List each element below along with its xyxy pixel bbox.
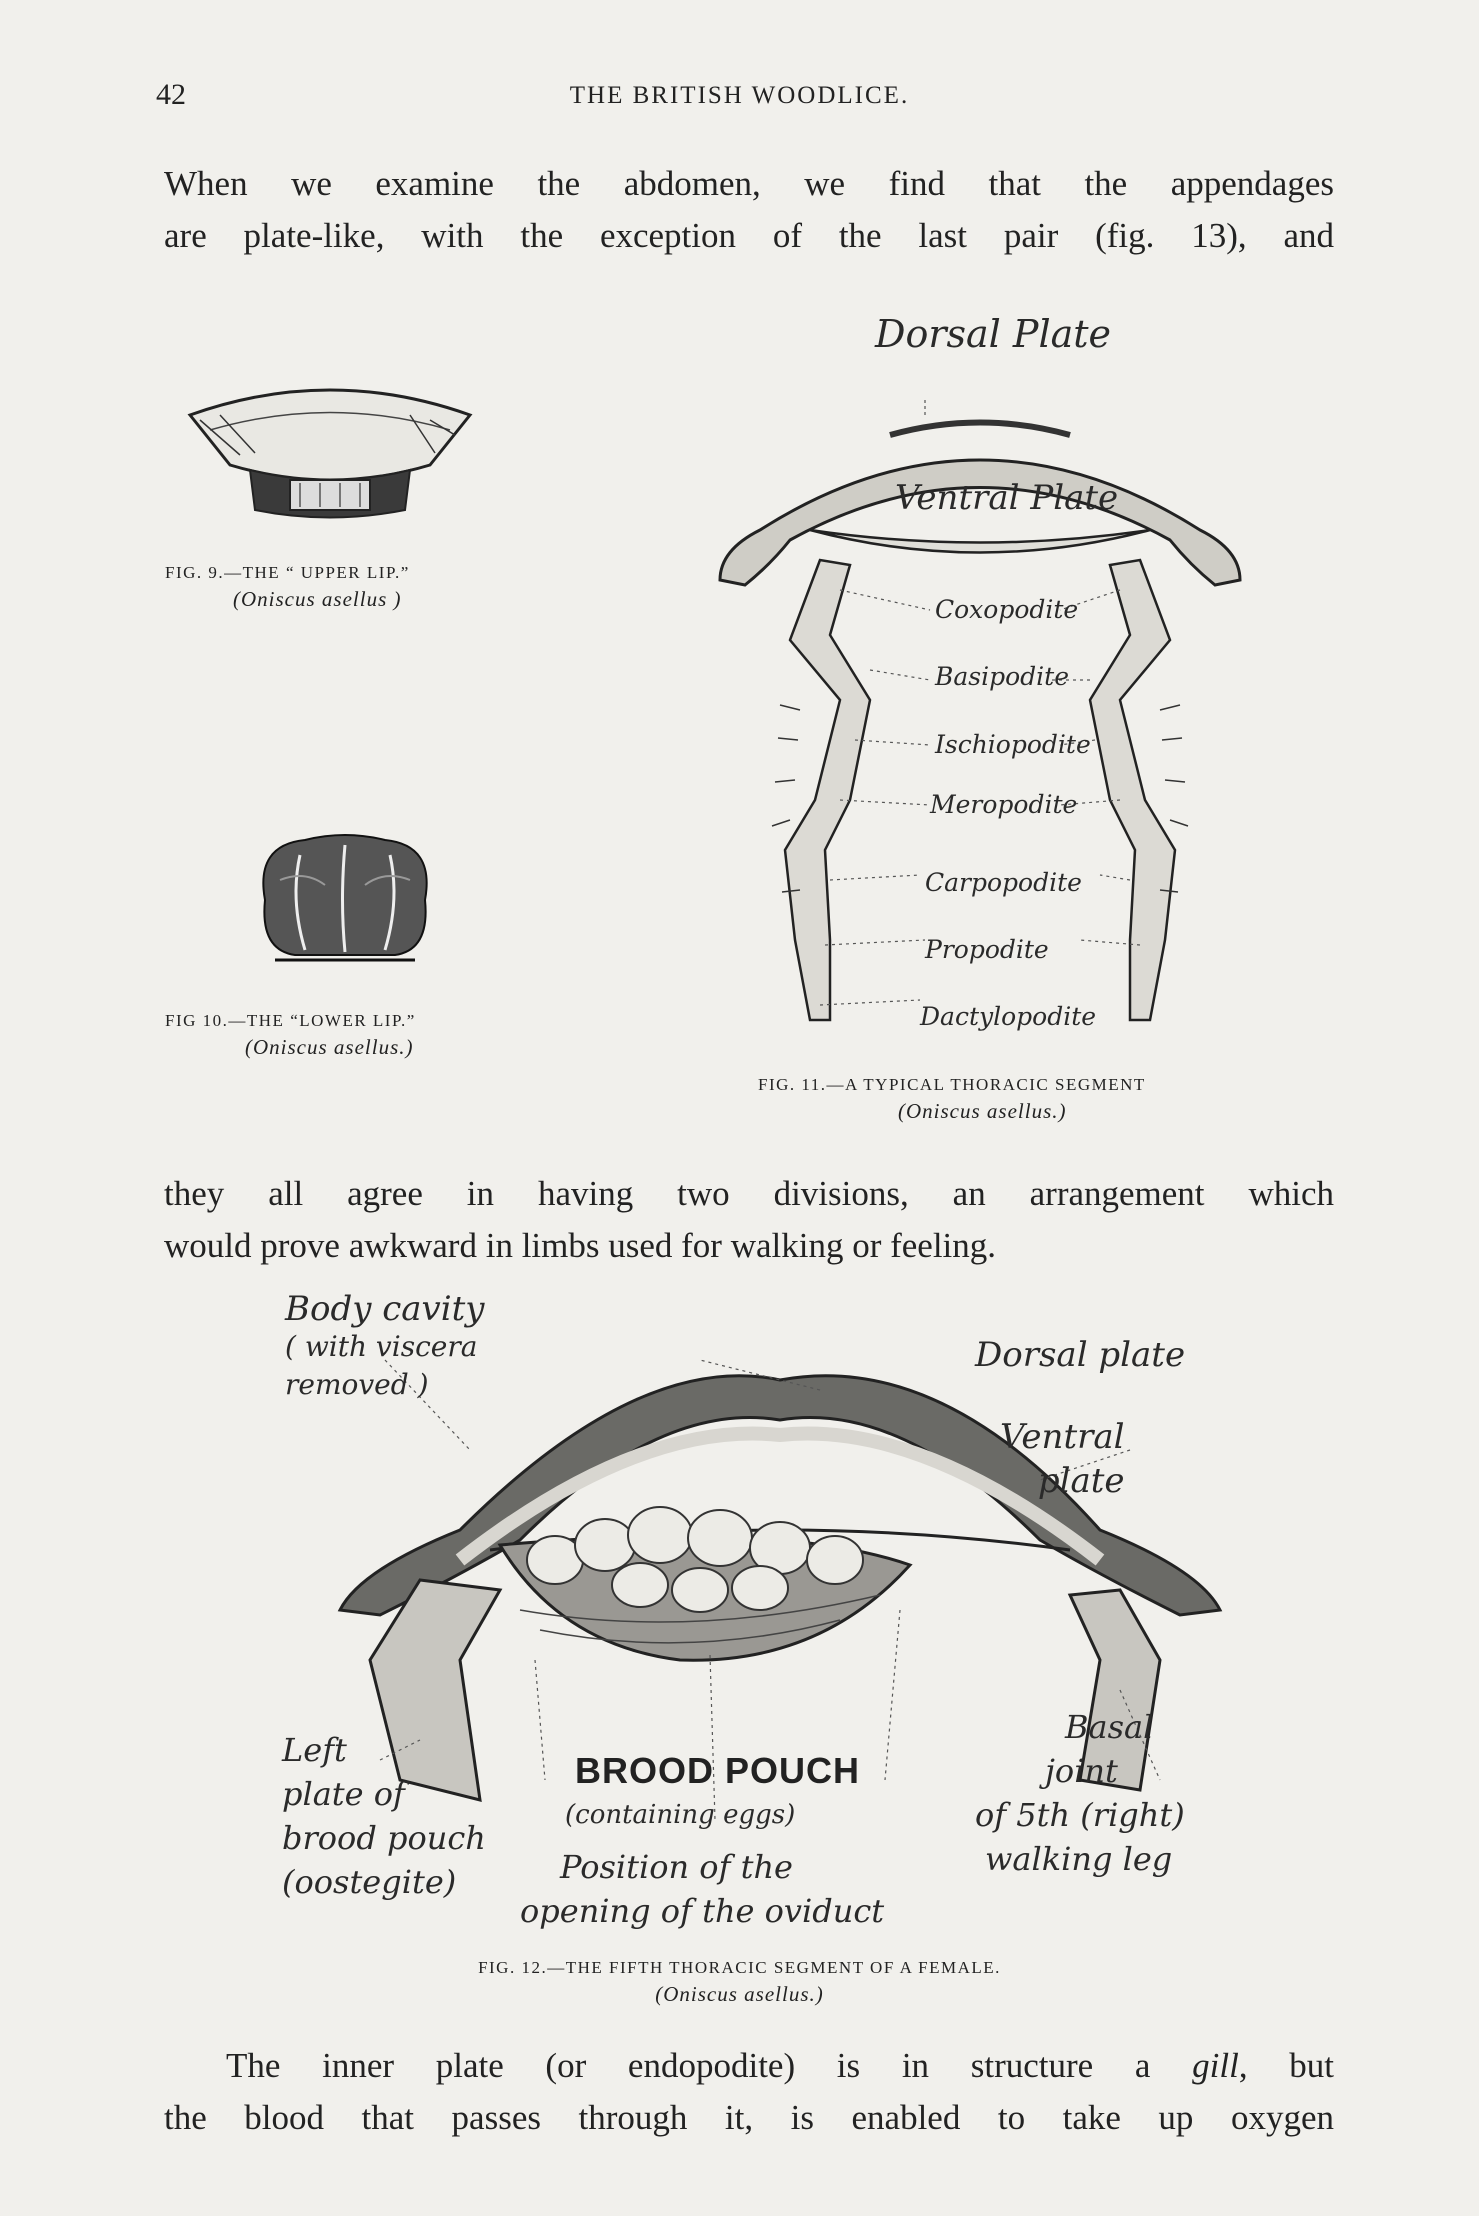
paragraph-text: , but — [1238, 2046, 1334, 2085]
fig11-caption-species: (Oniscus asellus.) — [898, 1099, 1067, 1123]
paragraph-emphasis: gill — [1192, 2046, 1239, 2085]
label-line: plate of — [282, 1775, 405, 1813]
paragraph-line: the blood that passes through it, is enabled to take up oxygen — [164, 2098, 1334, 2137]
fig11-label-carpopodite: Carpopodite — [925, 868, 1082, 897]
fig12-caption — [0, 1955, 1479, 2007]
label-line: removed ) — [285, 1368, 429, 1401]
label-line: walking leg — [985, 1840, 1173, 1878]
paragraph-1 — [164, 158, 1334, 262]
paragraph-line: would prove awkward in limbs used for walking or feeling. — [164, 1226, 997, 1265]
fig12-label-containing-eggs: (containing eggs) — [565, 1800, 796, 1830]
fig11-label-meropodite: Meropodite — [930, 790, 1078, 819]
fig9-caption — [165, 560, 410, 612]
paragraph-line: are plate-like, with the exception of the last pair (fig. 13), and — [164, 216, 1334, 255]
label-line: Ventral — [1000, 1417, 1125, 1457]
fig9-caption-species: (Oniscus asellus ) — [233, 587, 402, 611]
fig12-label-body-cavity — [285, 1290, 485, 1404]
fig12-caption-title: FIG. 12.—THE FIFTH THORACIC SEGMENT OF A FEMALE. — [478, 1958, 1001, 1977]
label-line: Body cavity — [285, 1289, 485, 1329]
paragraph-text: The inner plate (or endopodite) is in structure a — [226, 2046, 1193, 2085]
running-title: THE BRITISH WOODLICE. — [569, 82, 910, 109]
fig9-upper-lip-illustration — [180, 375, 480, 525]
label-line: Basal — [1065, 1708, 1154, 1746]
fig11-caption-title: FIG. 11.—A TYPICAL THORACIC SEGMENT — [758, 1075, 1146, 1094]
fig12-label-ventral-plate — [1000, 1415, 1125, 1503]
fig12-label-brood-pouch: BROOD POUCH — [575, 1750, 861, 1791]
fig11-label-dactylopodite: Dactylopodite — [920, 1002, 1097, 1031]
fig12-caption-species: (Oniscus asellus.) — [655, 1982, 824, 2006]
label-line: opening of the oviduct — [520, 1892, 885, 1930]
label-line: of 5th (right) — [975, 1796, 1185, 1834]
label-line: Left — [282, 1731, 347, 1769]
fig11-label-basipodite: Basipodite — [935, 662, 1069, 691]
fig11-label-ventral-plate: Ventral Plate — [895, 478, 1119, 518]
fig10-caption-species: (Oniscus asellus.) — [245, 1035, 414, 1059]
label-line: ( with viscera — [285, 1330, 478, 1363]
fig11-label-propodite: Propodite — [925, 935, 1049, 964]
fig11-caption — [758, 1072, 1146, 1124]
fig10-caption-title: FIG 10.—THE “LOWER LIP.” — [165, 1011, 416, 1030]
paragraph-3 — [164, 2040, 1334, 2144]
label-line: brood pouch — [282, 1819, 486, 1857]
label-line: Position of the — [560, 1848, 793, 1886]
paragraph-line: When we examine the abdomen, we find that the appendages — [164, 164, 1334, 203]
fig11-label-ischiopodite: Ischiopodite — [935, 730, 1091, 759]
fig10-caption — [165, 1008, 416, 1060]
paragraph-line: they all agree in having two divisions, an arrangement which — [164, 1174, 1334, 1213]
page-number: 42 — [156, 78, 186, 111]
label-line: (oostegite) — [282, 1863, 457, 1901]
fig9-caption-title: FIG. 9.—THE “ UPPER LIP.” — [165, 563, 410, 582]
label-line: plate — [1037, 1461, 1125, 1501]
fig11-label-coxopodite: Coxopodite — [935, 595, 1079, 624]
fig11-label-dorsal-plate: Dorsal Plate — [875, 312, 1112, 356]
fig12-label-basal-joint — [975, 1705, 1185, 1881]
fig10-lower-lip-illustration — [245, 830, 445, 970]
fig12-label-left-plate — [282, 1728, 486, 1904]
label-line: joint — [1045, 1752, 1118, 1790]
fig12-label-oviduct-position — [520, 1845, 884, 1933]
fig12-label-dorsal-plate: Dorsal plate — [975, 1335, 1186, 1375]
paragraph-line — [164, 2040, 1334, 2092]
paragraph-2 — [164, 1168, 1334, 1272]
